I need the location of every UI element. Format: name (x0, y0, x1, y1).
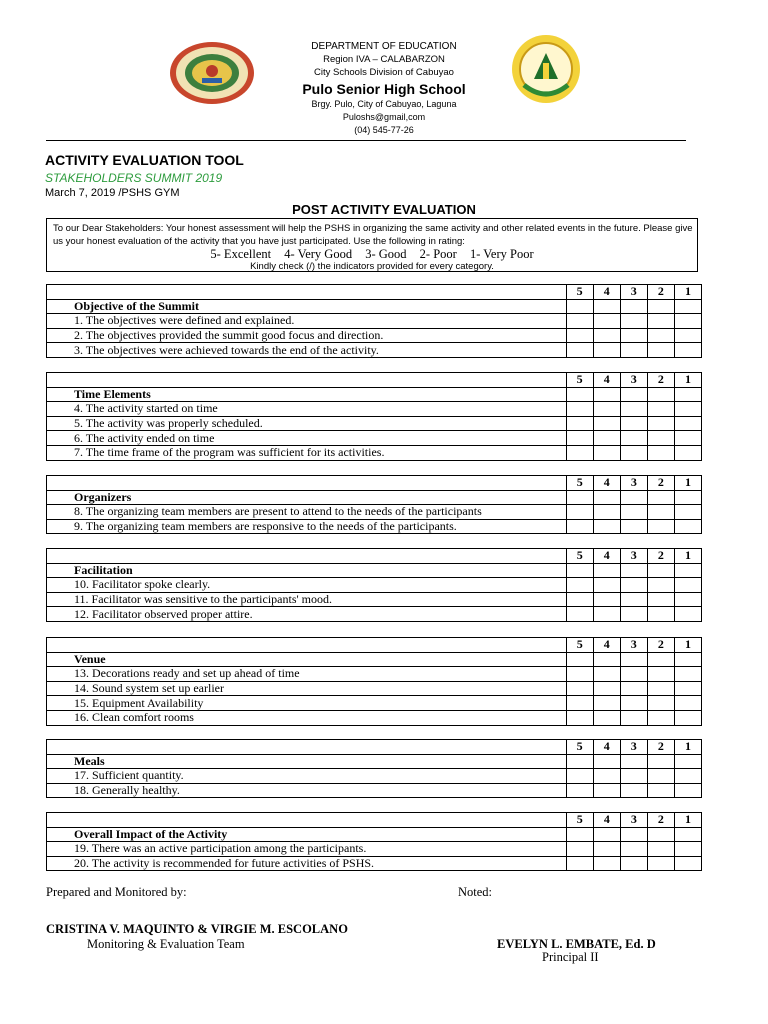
rating-check-cell[interactable] (620, 314, 647, 329)
rating-check-cell[interactable] (566, 431, 593, 446)
rating-check-cell[interactable] (593, 710, 620, 725)
table-row (47, 681, 702, 696)
school-address: Brgy. Pulo, City of Cabuyao, Laguna (311, 99, 457, 109)
rating-check-cell[interactable] (593, 519, 620, 534)
rating-check-cell[interactable] (566, 607, 593, 622)
indicator-text: 3. The objectives were achieved towards the end of the activity. (47, 343, 567, 358)
category-blank-cell (566, 490, 593, 505)
rating-header-cell: 2 (647, 373, 674, 388)
scale-5: 5- Excellent (210, 247, 272, 261)
category-title: Meals (47, 754, 567, 769)
category-blank-cell (593, 299, 620, 314)
rating-header-cell: 2 (647, 476, 674, 491)
indicator-text: 15. Equipment Availability (47, 696, 567, 711)
table-row (47, 402, 702, 417)
evaluation-table (46, 548, 702, 622)
rating-header-cell: 4 (593, 285, 620, 300)
rating-header-cell: 3 (620, 285, 647, 300)
rating-check-cell[interactable] (647, 578, 674, 593)
rating-header-cell: 2 (647, 813, 674, 828)
category-blank-cell (647, 652, 674, 667)
category-blank-cell (620, 490, 647, 505)
prepared-by-label: Prepared and Monitored by: (46, 885, 187, 899)
rating-header-cell: 4 (593, 549, 620, 564)
rating-check-cell[interactable] (566, 842, 593, 857)
rating-check-cell[interactable] (620, 416, 647, 431)
rating-check-cell[interactable] (674, 710, 701, 725)
indicator-text: 5. The activity was properly scheduled. (47, 416, 567, 431)
category-title: Organizers (47, 490, 567, 505)
rating-check-cell[interactable] (566, 681, 593, 696)
category-blank-cell (620, 827, 647, 842)
table-row (47, 445, 702, 460)
rating-check-cell[interactable] (674, 681, 701, 696)
rating-header-row (47, 476, 702, 491)
rating-check-cell[interactable] (593, 607, 620, 622)
rating-check-cell[interactable] (620, 343, 647, 358)
evaluation-table (46, 284, 702, 358)
rating-check-cell[interactable] (674, 416, 701, 431)
rating-header-cell: 4 (593, 638, 620, 653)
rating-check-cell[interactable] (566, 667, 593, 682)
rating-header-row (47, 813, 702, 828)
rating-check-cell[interactable] (566, 505, 593, 520)
rating-check-cell[interactable] (620, 696, 647, 711)
rating-check-cell[interactable] (620, 856, 647, 871)
instructions-text: To our Dear Stakeholders: Your honest assessment will help the PSHS in organizing the same activity and other related events in the future. Please give us your honest evaluation of the activity that you have just participated. Use the following in rating: (53, 223, 693, 247)
rating-check-cell[interactable] (566, 592, 593, 607)
rating-check-cell[interactable] (566, 416, 593, 431)
category-blank-cell (593, 652, 620, 667)
indicator-text: 18. Generally healthy. (47, 783, 567, 798)
rating-check-cell[interactable] (647, 592, 674, 607)
rating-check-cell[interactable] (566, 578, 593, 593)
evaluation-tool-title: ACTIVITY EVALUATION TOOL (45, 152, 244, 168)
table-row (47, 328, 702, 343)
rating-header-row (47, 549, 702, 564)
rating-check-cell[interactable] (593, 842, 620, 857)
rating-check-cell[interactable] (647, 519, 674, 534)
rating-check-cell[interactable] (674, 328, 701, 343)
category-blank-cell (620, 652, 647, 667)
indicator-text: 7. The time frame of the program was sufficient for its activities. (47, 445, 567, 460)
rating-check-cell[interactable] (566, 402, 593, 417)
rating-check-cell[interactable] (593, 431, 620, 446)
rating-header-cell: 4 (593, 740, 620, 755)
category-blank-cell (674, 490, 701, 505)
instructions-box (46, 218, 698, 272)
category-blank-cell (674, 652, 701, 667)
category-row (47, 299, 702, 314)
rating-check-cell[interactable] (620, 769, 647, 784)
header-blank-cell (47, 476, 567, 491)
category-blank-cell (620, 563, 647, 578)
post-evaluation-heading: POST ACTIVITY EVALUATION (292, 202, 476, 217)
category-row (47, 387, 702, 402)
category-title: Venue (47, 652, 567, 667)
rating-check-cell[interactable] (620, 445, 647, 460)
event-date: March 7, 2019 /PSHS GYM (45, 187, 180, 199)
rating-check-cell[interactable] (647, 328, 674, 343)
rating-check-cell[interactable] (674, 696, 701, 711)
category-blank-cell (674, 299, 701, 314)
rating-check-cell[interactable] (566, 445, 593, 460)
rating-check-cell[interactable] (593, 769, 620, 784)
rating-check-cell[interactable] (593, 416, 620, 431)
rating-check-cell[interactable] (593, 343, 620, 358)
rating-check-cell[interactable] (647, 856, 674, 871)
rating-check-cell[interactable] (647, 416, 674, 431)
rating-check-cell[interactable] (620, 431, 647, 446)
indicator-text: 9. The organizing team members are responsive to the needs of the participants. (47, 519, 567, 534)
rating-header-cell: 5 (566, 813, 593, 828)
rating-check-cell[interactable] (620, 842, 647, 857)
rating-check-cell[interactable] (674, 343, 701, 358)
category-blank-cell (566, 652, 593, 667)
scale-4: 4- Very Good (284, 247, 353, 261)
principal-name: EVELYN L. EMBATE, Ed. D (497, 937, 656, 951)
category-blank-cell (647, 490, 674, 505)
rating-check-cell[interactable] (674, 578, 701, 593)
category-title: Time Elements (47, 387, 567, 402)
table-row (47, 314, 702, 329)
rating-check-cell[interactable] (620, 328, 647, 343)
category-blank-cell (674, 387, 701, 402)
category-title: Facilitation (47, 563, 567, 578)
scale-3: 3- Good (365, 247, 407, 261)
rating-check-cell[interactable] (620, 783, 647, 798)
rating-check-cell[interactable] (620, 519, 647, 534)
school-email: Puloshs@gmail,com (342, 112, 426, 122)
rating-check-cell[interactable] (674, 592, 701, 607)
rating-header-cell: 3 (620, 638, 647, 653)
rating-check-cell[interactable] (566, 783, 593, 798)
table-row (47, 696, 702, 711)
rating-check-cell[interactable] (674, 842, 701, 857)
rating-check-cell[interactable] (593, 592, 620, 607)
rating-check-cell[interactable] (593, 667, 620, 682)
category-title: Overall Impact of the Activity (47, 827, 567, 842)
rating-check-cell[interactable] (593, 681, 620, 696)
rating-check-cell[interactable] (593, 505, 620, 520)
indicator-text: 4. The activity started on time (47, 402, 567, 417)
category-blank-cell (566, 299, 593, 314)
evaluation-table (46, 812, 702, 871)
rating-header-cell: 5 (566, 740, 593, 755)
rating-check-cell[interactable] (674, 783, 701, 798)
table-row (47, 343, 702, 358)
rating-check-cell[interactable] (566, 769, 593, 784)
rating-check-cell[interactable] (647, 607, 674, 622)
rating-header-cell: 1 (674, 813, 701, 828)
rating-header-cell: 1 (674, 373, 701, 388)
rating-check-cell[interactable] (566, 519, 593, 534)
indicator-text: 14. Sound system set up earlier (47, 681, 567, 696)
rating-check-cell[interactable] (593, 402, 620, 417)
rating-check-cell[interactable] (620, 607, 647, 622)
evaluation-table (46, 475, 702, 534)
category-blank-cell (593, 754, 620, 769)
rating-check-cell[interactable] (593, 578, 620, 593)
table-row (47, 842, 702, 857)
table-row (47, 769, 702, 784)
rating-check-cell[interactable] (620, 592, 647, 607)
monitors-names: CRISTINA V. MAQUINTO & VIRGIE M. ESCOLANO (46, 922, 348, 936)
rating-check-cell[interactable] (674, 445, 701, 460)
rating-check-cell[interactable] (566, 696, 593, 711)
rating-check-cell[interactable] (593, 696, 620, 711)
category-row (47, 652, 702, 667)
division-name: City Schools Division of Cabuyao (314, 67, 454, 78)
indicator-text: 2. The objectives provided the summit good focus and direction. (47, 328, 567, 343)
rating-header-cell: 5 (566, 638, 593, 653)
evaluation-table (46, 637, 702, 726)
rating-check-cell[interactable] (647, 343, 674, 358)
category-blank-cell (566, 754, 593, 769)
table-row (47, 431, 702, 446)
rating-check-cell[interactable] (566, 710, 593, 725)
category-blank-cell (620, 299, 647, 314)
table-row (47, 856, 702, 871)
category-blank-cell (647, 754, 674, 769)
rating-header-cell: 1 (674, 285, 701, 300)
category-blank-cell (593, 827, 620, 842)
indicator-text: 17. Sufficient quantity. (47, 769, 567, 784)
summit-subtitle: STAKEHOLDERS SUMMIT 2019 (45, 171, 223, 185)
rating-header-cell: 5 (566, 476, 593, 491)
rating-check-cell[interactable] (674, 505, 701, 520)
rating-check-cell[interactable] (620, 505, 647, 520)
table-row (47, 505, 702, 520)
rating-check-cell[interactable] (647, 505, 674, 520)
header-blank-cell (47, 638, 567, 653)
table-row (47, 667, 702, 682)
evaluation-table (46, 372, 702, 461)
scale-1: 1- Very Poor (469, 247, 534, 261)
table-row (47, 519, 702, 534)
noted-label: Noted: (458, 885, 493, 899)
rating-check-cell[interactable] (593, 314, 620, 329)
rating-check-cell[interactable] (566, 328, 593, 343)
rating-check-cell[interactable] (620, 578, 647, 593)
indicator-text: 16. Clean comfort rooms (47, 710, 567, 725)
rating-check-cell[interactable] (674, 769, 701, 784)
rating-header-cell: 5 (566, 373, 593, 388)
rating-check-cell[interactable] (647, 445, 674, 460)
rating-header-cell: 5 (566, 549, 593, 564)
table-row (47, 607, 702, 622)
rating-header-cell: 1 (674, 476, 701, 491)
rating-check-cell[interactable] (647, 842, 674, 857)
header-divider (46, 140, 686, 141)
school-phone: (04) 545-77-26 (354, 125, 414, 135)
school-name: Pulo Senior High School (302, 81, 466, 97)
rating-check-cell[interactable] (674, 402, 701, 417)
table-row (47, 783, 702, 798)
rating-header-cell: 3 (620, 813, 647, 828)
rating-header-cell: 1 (674, 638, 701, 653)
category-row (47, 490, 702, 505)
rating-header-cell: 3 (620, 740, 647, 755)
rating-header-cell: 3 (620, 373, 647, 388)
principal-title: Principal II (542, 950, 599, 964)
rating-check-cell[interactable] (620, 667, 647, 682)
table-row (47, 710, 702, 725)
indicator-text: 1. The objectives were defined and explained. (47, 314, 567, 329)
header-blank-cell (47, 813, 567, 828)
category-blank-cell (674, 827, 701, 842)
rating-header-row (47, 285, 702, 300)
indicator-text: 8. The organizing team members are present to attend to the needs of the participants (47, 505, 567, 520)
category-row (47, 827, 702, 842)
indicator-text: 13. Decorations ready and set up ahead of time (47, 667, 567, 682)
monitoring-team: Monitoring & Evaluation Team (87, 937, 245, 951)
rating-header-row (47, 638, 702, 653)
category-blank-cell (593, 563, 620, 578)
rating-header-cell: 5 (566, 285, 593, 300)
rating-check-cell[interactable] (647, 681, 674, 696)
region-name: Region IVA – CALABARZON (323, 54, 445, 65)
rating-header-cell: 3 (620, 476, 647, 491)
indicator-text: 12. Facilitator observed proper attire. (47, 607, 567, 622)
indicator-text: 10. Facilitator spoke clearly. (47, 578, 567, 593)
rating-check-cell[interactable] (566, 856, 593, 871)
rating-check-cell[interactable] (674, 519, 701, 534)
category-blank-cell (620, 387, 647, 402)
rating-scale (47, 247, 697, 262)
category-title: Objective of the Summit (47, 299, 567, 314)
rating-header-cell: 1 (674, 740, 701, 755)
rating-check-cell[interactable] (647, 402, 674, 417)
category-blank-cell (566, 827, 593, 842)
header-blank-cell (47, 549, 567, 564)
rating-check-cell[interactable] (647, 783, 674, 798)
category-blank-cell (674, 563, 701, 578)
rating-check-cell[interactable] (674, 856, 701, 871)
check-instruction: Kindly check (/) the indicators provided for every category. (250, 261, 494, 272)
rating-check-cell[interactable] (647, 667, 674, 682)
rating-header-cell: 1 (674, 549, 701, 564)
header-blank-cell (47, 740, 567, 755)
rating-check-cell[interactable] (593, 856, 620, 871)
category-blank-cell (647, 299, 674, 314)
category-blank-cell (620, 754, 647, 769)
rating-header-cell: 4 (593, 373, 620, 388)
table-row (47, 592, 702, 607)
indicator-text: 20. The activity is recommended for future activities of PSHS. (47, 856, 567, 871)
rating-header-row (47, 740, 702, 755)
indicator-text: 19. There was an active participation among the participants. (47, 842, 567, 857)
indicator-text: 6. The activity ended on time (47, 431, 567, 446)
rating-check-cell[interactable] (620, 402, 647, 417)
rating-check-cell[interactable] (647, 696, 674, 711)
category-row (47, 563, 702, 578)
rating-check-cell[interactable] (566, 314, 593, 329)
category-blank-cell (647, 827, 674, 842)
rating-check-cell[interactable] (593, 445, 620, 460)
rating-check-cell[interactable] (647, 314, 674, 329)
header-blank-cell (47, 285, 567, 300)
rating-check-cell[interactable] (620, 681, 647, 696)
category-blank-cell (593, 387, 620, 402)
rating-header-cell: 3 (620, 549, 647, 564)
rating-check-cell[interactable] (593, 783, 620, 798)
category-blank-cell (593, 490, 620, 505)
rating-header-cell: 2 (647, 638, 674, 653)
scale-2: 2- Poor (419, 247, 457, 261)
header-blank-cell (47, 373, 567, 388)
rating-check-cell[interactable] (647, 431, 674, 446)
rating-check-cell[interactable] (674, 607, 701, 622)
rating-check-cell[interactable] (674, 431, 701, 446)
indicator-text: 11. Facilitator was sensitive to the participants' mood. (47, 592, 567, 607)
table-row (47, 578, 702, 593)
rating-header-cell: 2 (647, 549, 674, 564)
rating-header-cell: 4 (593, 476, 620, 491)
rating-check-cell[interactable] (647, 710, 674, 725)
rating-check-cell[interactable] (620, 710, 647, 725)
category-blank-cell (674, 754, 701, 769)
category-blank-cell (647, 563, 674, 578)
rating-check-cell[interactable] (647, 769, 674, 784)
rating-header-cell: 4 (593, 813, 620, 828)
evaluation-table (46, 739, 702, 798)
rating-check-cell[interactable] (566, 343, 593, 358)
rating-check-cell[interactable] (593, 328, 620, 343)
rating-check-cell[interactable] (674, 314, 701, 329)
rating-check-cell[interactable] (674, 667, 701, 682)
category-row (47, 754, 702, 769)
category-blank-cell (647, 387, 674, 402)
rating-header-cell: 2 (647, 285, 674, 300)
category-blank-cell (566, 563, 593, 578)
table-row (47, 416, 702, 431)
department-name: DEPARTMENT OF EDUCATION (311, 41, 457, 52)
category-blank-cell (566, 387, 593, 402)
rating-header-cell: 2 (647, 740, 674, 755)
rating-header-row (47, 373, 702, 388)
